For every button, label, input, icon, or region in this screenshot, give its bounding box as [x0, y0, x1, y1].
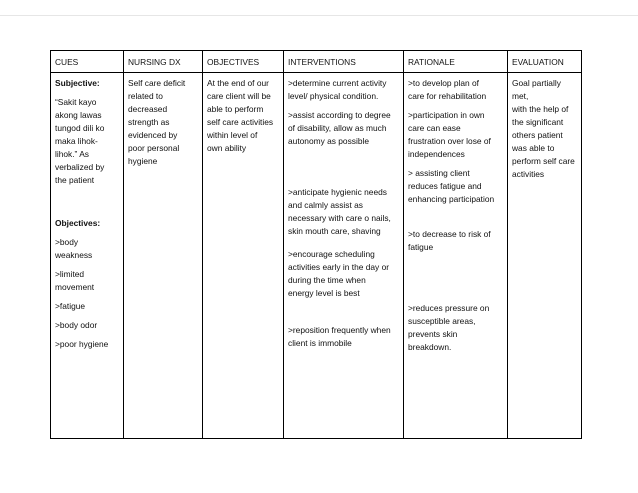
- evaluation-line: was able to: [512, 143, 555, 154]
- objective-cue-line: >body: [55, 237, 79, 248]
- intervention-line: autonomy as possible: [288, 136, 370, 147]
- nursing-dx-line: poor personal: [128, 143, 180, 154]
- rationale-line: breakdown.: [408, 342, 452, 353]
- nursing-dx-line: strength as: [128, 117, 170, 128]
- rationale-line: care can ease: [408, 123, 461, 134]
- rationale-line: >reduces pressure on: [408, 303, 490, 314]
- care-plan-table: [50, 50, 582, 439]
- intervention-line: level/ physical condition.: [288, 91, 379, 102]
- nursing-dx-cell: [124, 73, 203, 439]
- intervention-line: >anticipate hygienic needs: [288, 187, 387, 198]
- objectives-cell: [203, 73, 284, 439]
- rationale-line: independences: [408, 149, 465, 160]
- objective-cue-line: movement: [55, 282, 95, 293]
- rationale-line: reduces fatigue and: [408, 181, 482, 192]
- header-row: [51, 51, 582, 73]
- intervention-line: >encourage scheduling: [288, 249, 375, 260]
- intervention-line: of disability, allow as much: [288, 123, 387, 134]
- intervention-line: and calmly assist as: [288, 200, 363, 211]
- header-evaluation: EVALUATION: [508, 51, 582, 73]
- evaluation-line: with the help of: [512, 104, 569, 115]
- objective-line: able to perform: [207, 104, 264, 115]
- nursing-dx-line: hygiene: [128, 156, 158, 167]
- evaluation-line: others patient: [512, 130, 563, 141]
- rationale-cell: [404, 73, 508, 439]
- objective-line: own ability: [207, 143, 247, 154]
- nursing-dx-line: decreased: [128, 104, 168, 115]
- objective-line: care client will be: [207, 91, 271, 102]
- subjective-label: Subjective:: [55, 78, 100, 88]
- cue-quote-line: verbalized by: [55, 162, 105, 173]
- table-row: [51, 73, 582, 439]
- rationale-line: frustration over lose of: [408, 136, 491, 147]
- intervention-line: >reposition frequently when: [288, 325, 391, 336]
- rationale-line: care for rehabilitation: [408, 91, 487, 102]
- intervention-line: >assist according to degree: [288, 110, 391, 121]
- intervention-line: skin mouth care, shaving: [288, 226, 381, 237]
- cue-quote-line: akong lawas: [55, 110, 102, 121]
- top-divider: [0, 15, 638, 16]
- objective-cue-line: >poor hygiene: [55, 339, 109, 350]
- header-rationale: RATIONALE: [404, 51, 508, 73]
- evaluation-line: Goal partially met,: [512, 78, 561, 102]
- cue-quote-line: tungod dili ko: [55, 123, 105, 134]
- intervention-line: >determine current activity: [288, 78, 387, 88]
- objectives-label: Objectives:: [55, 218, 101, 229]
- objective-line: self care activities: [207, 117, 274, 128]
- intervention-line: during the time when: [288, 275, 366, 286]
- cue-quote-line: lihok.” As: [55, 149, 89, 160]
- objective-cue-line: weakness: [55, 250, 93, 261]
- objective-cue-line: >limited: [55, 269, 85, 280]
- rationale-line: >to develop plan of: [408, 78, 480, 88]
- objective-cue-line: >body odor: [55, 320, 98, 331]
- evaluation-line: the significant: [512, 117, 564, 128]
- intervention-line: client is immobile: [288, 338, 352, 349]
- rationale-line: enhancing participation: [408, 194, 495, 205]
- objective-line: within level of: [207, 130, 258, 141]
- cues-cell: [51, 73, 124, 439]
- header-objectives: OBJECTIVES: [203, 51, 284, 73]
- cue-quote-line: maka lihok-: [55, 136, 98, 147]
- nursing-dx-line: Self care deficit: [128, 78, 186, 88]
- nursing-dx-line: evidenced by: [128, 130, 178, 141]
- intervention-line: activities early in the day or: [288, 262, 390, 273]
- interventions-cell: [284, 73, 404, 439]
- evaluation-line: activities: [512, 169, 545, 180]
- rationale-line: > assisting client: [408, 168, 470, 179]
- cue-quote-line: “Sakit kayo: [55, 97, 97, 108]
- rationale-line: >participation in own: [408, 110, 485, 121]
- intervention-line: necessary with care o nails,: [288, 213, 391, 224]
- header-cues: CUES: [51, 51, 124, 73]
- evaluation-cell: [508, 73, 582, 439]
- rationale-line: fatigue: [408, 242, 434, 253]
- header-interventions: INTERVENTIONS: [284, 51, 404, 73]
- header-nursing-dx: NURSING DX: [124, 51, 203, 73]
- objective-line: At the end of our: [207, 78, 269, 88]
- intervention-line: energy level is best: [288, 288, 360, 299]
- objective-cue-line: >fatigue: [55, 301, 86, 312]
- rationale-line: >to decrease to risk of: [408, 229, 491, 240]
- rationale-line: susceptible areas,: [408, 316, 476, 327]
- cue-quote-line: the patient: [55, 175, 95, 186]
- rationale-line: prevents skin: [408, 329, 458, 340]
- nursing-dx-line: related to: [128, 91, 163, 102]
- evaluation-line: perform self care: [512, 156, 575, 167]
